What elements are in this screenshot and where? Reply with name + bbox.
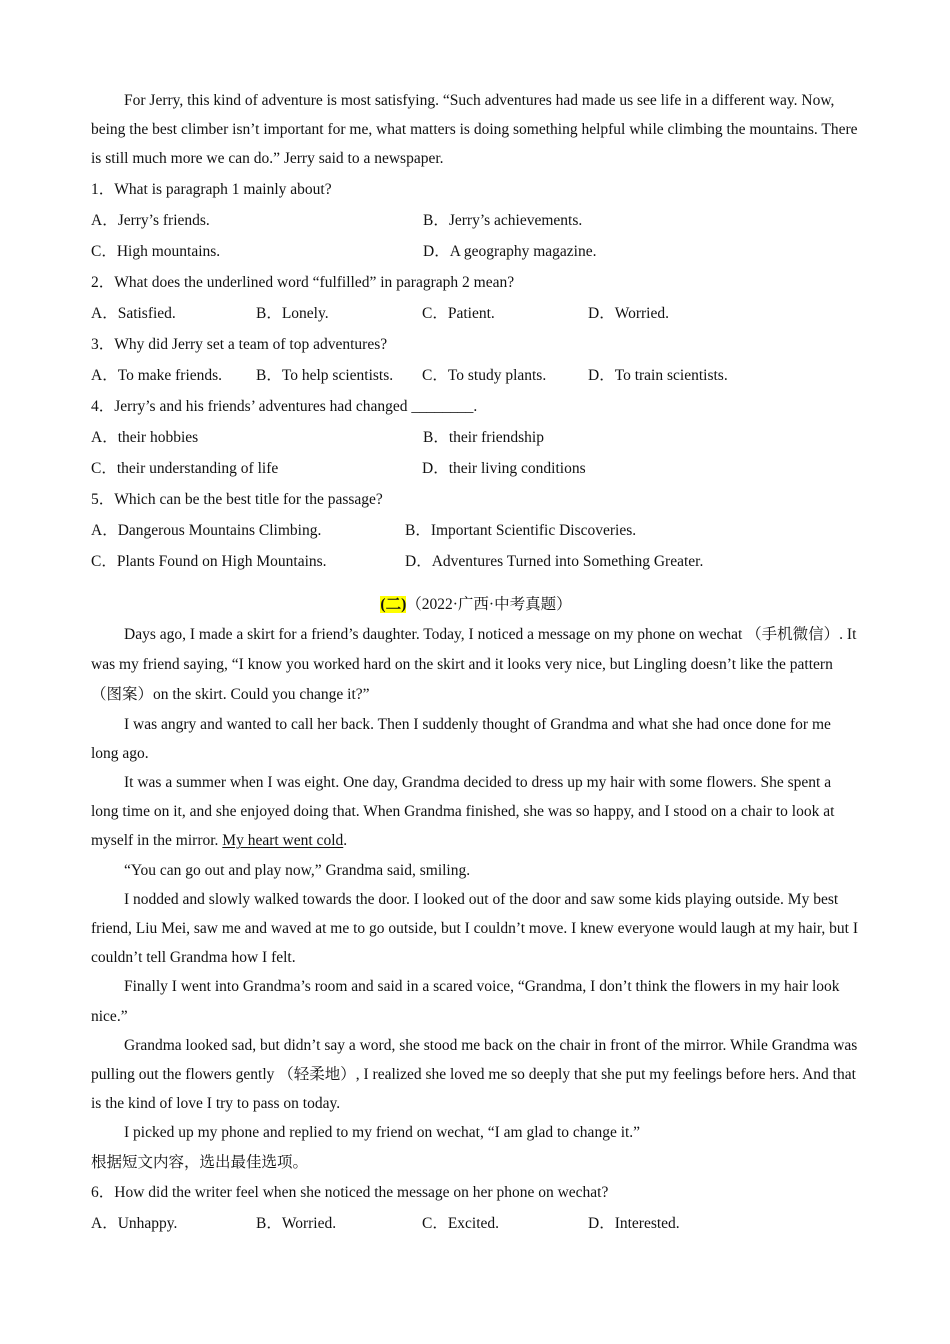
section-2-source: （2022·广西·中考真题） (406, 595, 572, 613)
question-4-options-row2 (91, 453, 861, 484)
question-2-stem: 2．What does the underlined word “fulfilled” in paragraph 2 mean? (91, 273, 515, 291)
question-6-stem: 6．How did the writer feel when she noticed the message on her phone on wechat? (91, 1183, 609, 1201)
question-3-stem: 3．Why did Jerry set a team of top adventures? (91, 335, 388, 353)
q2-option-a[interactable]: A．Satisfied. (91, 304, 176, 322)
passage2-paragraph-5: I nodded and slowly walked towards the door. I looked out of the door and saw some kids playing outside. My best friend, Liu Mei, saw me and waved at me to go outside, but I couldn’t move. I knew everyone would laugh at my hair, but I couldn’t tell Grandma how I felt. (91, 890, 859, 967)
q3-option-d[interactable]: D．To train scientists. (588, 366, 728, 384)
q4-option-b[interactable]: B．their friendship (423, 428, 544, 446)
q3-option-b[interactable]: B．To help scientists. (256, 366, 394, 384)
q5-option-c[interactable]: C．Plants Found on High Mountains. (91, 552, 327, 570)
q6-option-c[interactable]: C．Excited. (422, 1214, 500, 1232)
passage1-final-paragraph: For Jerry, this kind of adventure is most satisfying. “Such adventures had made us see life in a different way. Now, being the best climber isn’t important for me, what matters is doing something helpful while climbing the mountains. There is still much more we can do.” Jerry said to a newspaper. (91, 92, 858, 168)
q1-option-b[interactable]: B．Jerry’s achievements. (423, 211, 583, 229)
q6-option-d[interactable]: D．Interested. (588, 1214, 680, 1232)
q4-option-d[interactable]: D．their living conditions (422, 459, 586, 477)
question-5-options-row1 (91, 515, 861, 546)
q6-option-b[interactable]: B．Worried. (256, 1214, 337, 1232)
p3-text-before: It was a summer when I was eight. One day, Grandma decided to dress up my hair with some flowers. She spent a long time on it, and she enjoyed doing that. When Grandma finished, she was so happy, and I stood on a chair to look at myself in the mirror. (91, 774, 835, 850)
passage2-paragraph-6: Finally I went into Grandma’s room and said in a scared voice, “Grandma, I don’t think the flowers in my hair look nice.” (91, 978, 840, 1025)
question-6-options (91, 1208, 861, 1239)
question-1-options-row2 (91, 236, 861, 267)
q5-option-b[interactable]: B．Important Scientific Discoveries. (405, 521, 637, 539)
question-1-options-row1 (91, 205, 861, 236)
passage2-paragraph-1: Days ago, I made a skirt for a friend’s daughter. Today, I noticed a message on my phone on wechat （手机微信）. It was my friend saying, “I know you worked hard on the skirt and it looks very nice, but Lingling doesn’t like the pattern（图案）on the skirt. Could you change it?” (91, 625, 857, 703)
passage2-paragraph-3 (91, 768, 861, 856)
question-4-options-row1 (91, 422, 861, 453)
question-2-options (91, 298, 861, 329)
q1-option-d[interactable]: D．A geography magazine. (423, 242, 597, 260)
q5-option-a[interactable]: A．Dangerous Mountains Climbing. (91, 521, 322, 539)
q4-option-a[interactable]: A．their hobbies (91, 428, 199, 446)
passage2-paragraph-8: I picked up my phone and replied to my friend on wechat, “I am glad to change it.” (124, 1124, 641, 1142)
passage2-paragraph-4: “You can go out and play now,” Grandma said, smiling. (124, 861, 471, 879)
q2-option-c[interactable]: C．Patient. (422, 304, 495, 322)
q4-option-c[interactable]: C．their understanding of life (91, 459, 279, 477)
underlined-phrase: My heart went cold (222, 832, 344, 850)
q3-option-a[interactable]: A．To make friends. (91, 366, 223, 384)
q1-option-c[interactable]: C．High mountains. (91, 242, 221, 260)
question-5-stem: 5．Which can be the best title for the passage? (91, 490, 383, 508)
question-5-options-row2 (91, 546, 861, 577)
section-2-heading (91, 589, 861, 620)
passage2-paragraph-7: Grandma looked sad, but didn’t say a word, she stood me back on the chair in front of the mirror. While Grandma was pulling out the flowers gently （轻柔地）, I realized she loved me so deeply that she put my feelings before hers. And that is the kind of love I try to pass on today. (91, 1036, 858, 1113)
question-4-stem: 4．Jerry’s and his friends’ adventures had changed ________. (91, 397, 478, 415)
section-2-label: (二) (380, 595, 407, 613)
q3-option-c[interactable]: C．To study plants. (422, 366, 547, 384)
q6-option-a[interactable]: A．Unhappy. (91, 1214, 178, 1232)
q1-option-a[interactable]: A．Jerry’s friends. (91, 211, 210, 229)
question-1-stem: 1．What is paragraph 1 mainly about? (91, 180, 332, 198)
question-3-options (91, 360, 861, 391)
passage2-paragraph-2: I was angry and wanted to call her back. Then I suddenly thought of Grandma and what she had once done for me long ago. (91, 715, 831, 762)
q2-option-d[interactable]: D．Worried. (588, 304, 669, 322)
q5-option-d[interactable]: D．Adventures Turned into Something Greater. (405, 552, 704, 570)
document-page (91, 86, 861, 1239)
p3-text-after: . (343, 832, 348, 850)
q2-option-b[interactable]: B．Lonely. (256, 304, 329, 322)
instruction-line: 根据短文内容，选出最佳选项。 (91, 1153, 309, 1171)
